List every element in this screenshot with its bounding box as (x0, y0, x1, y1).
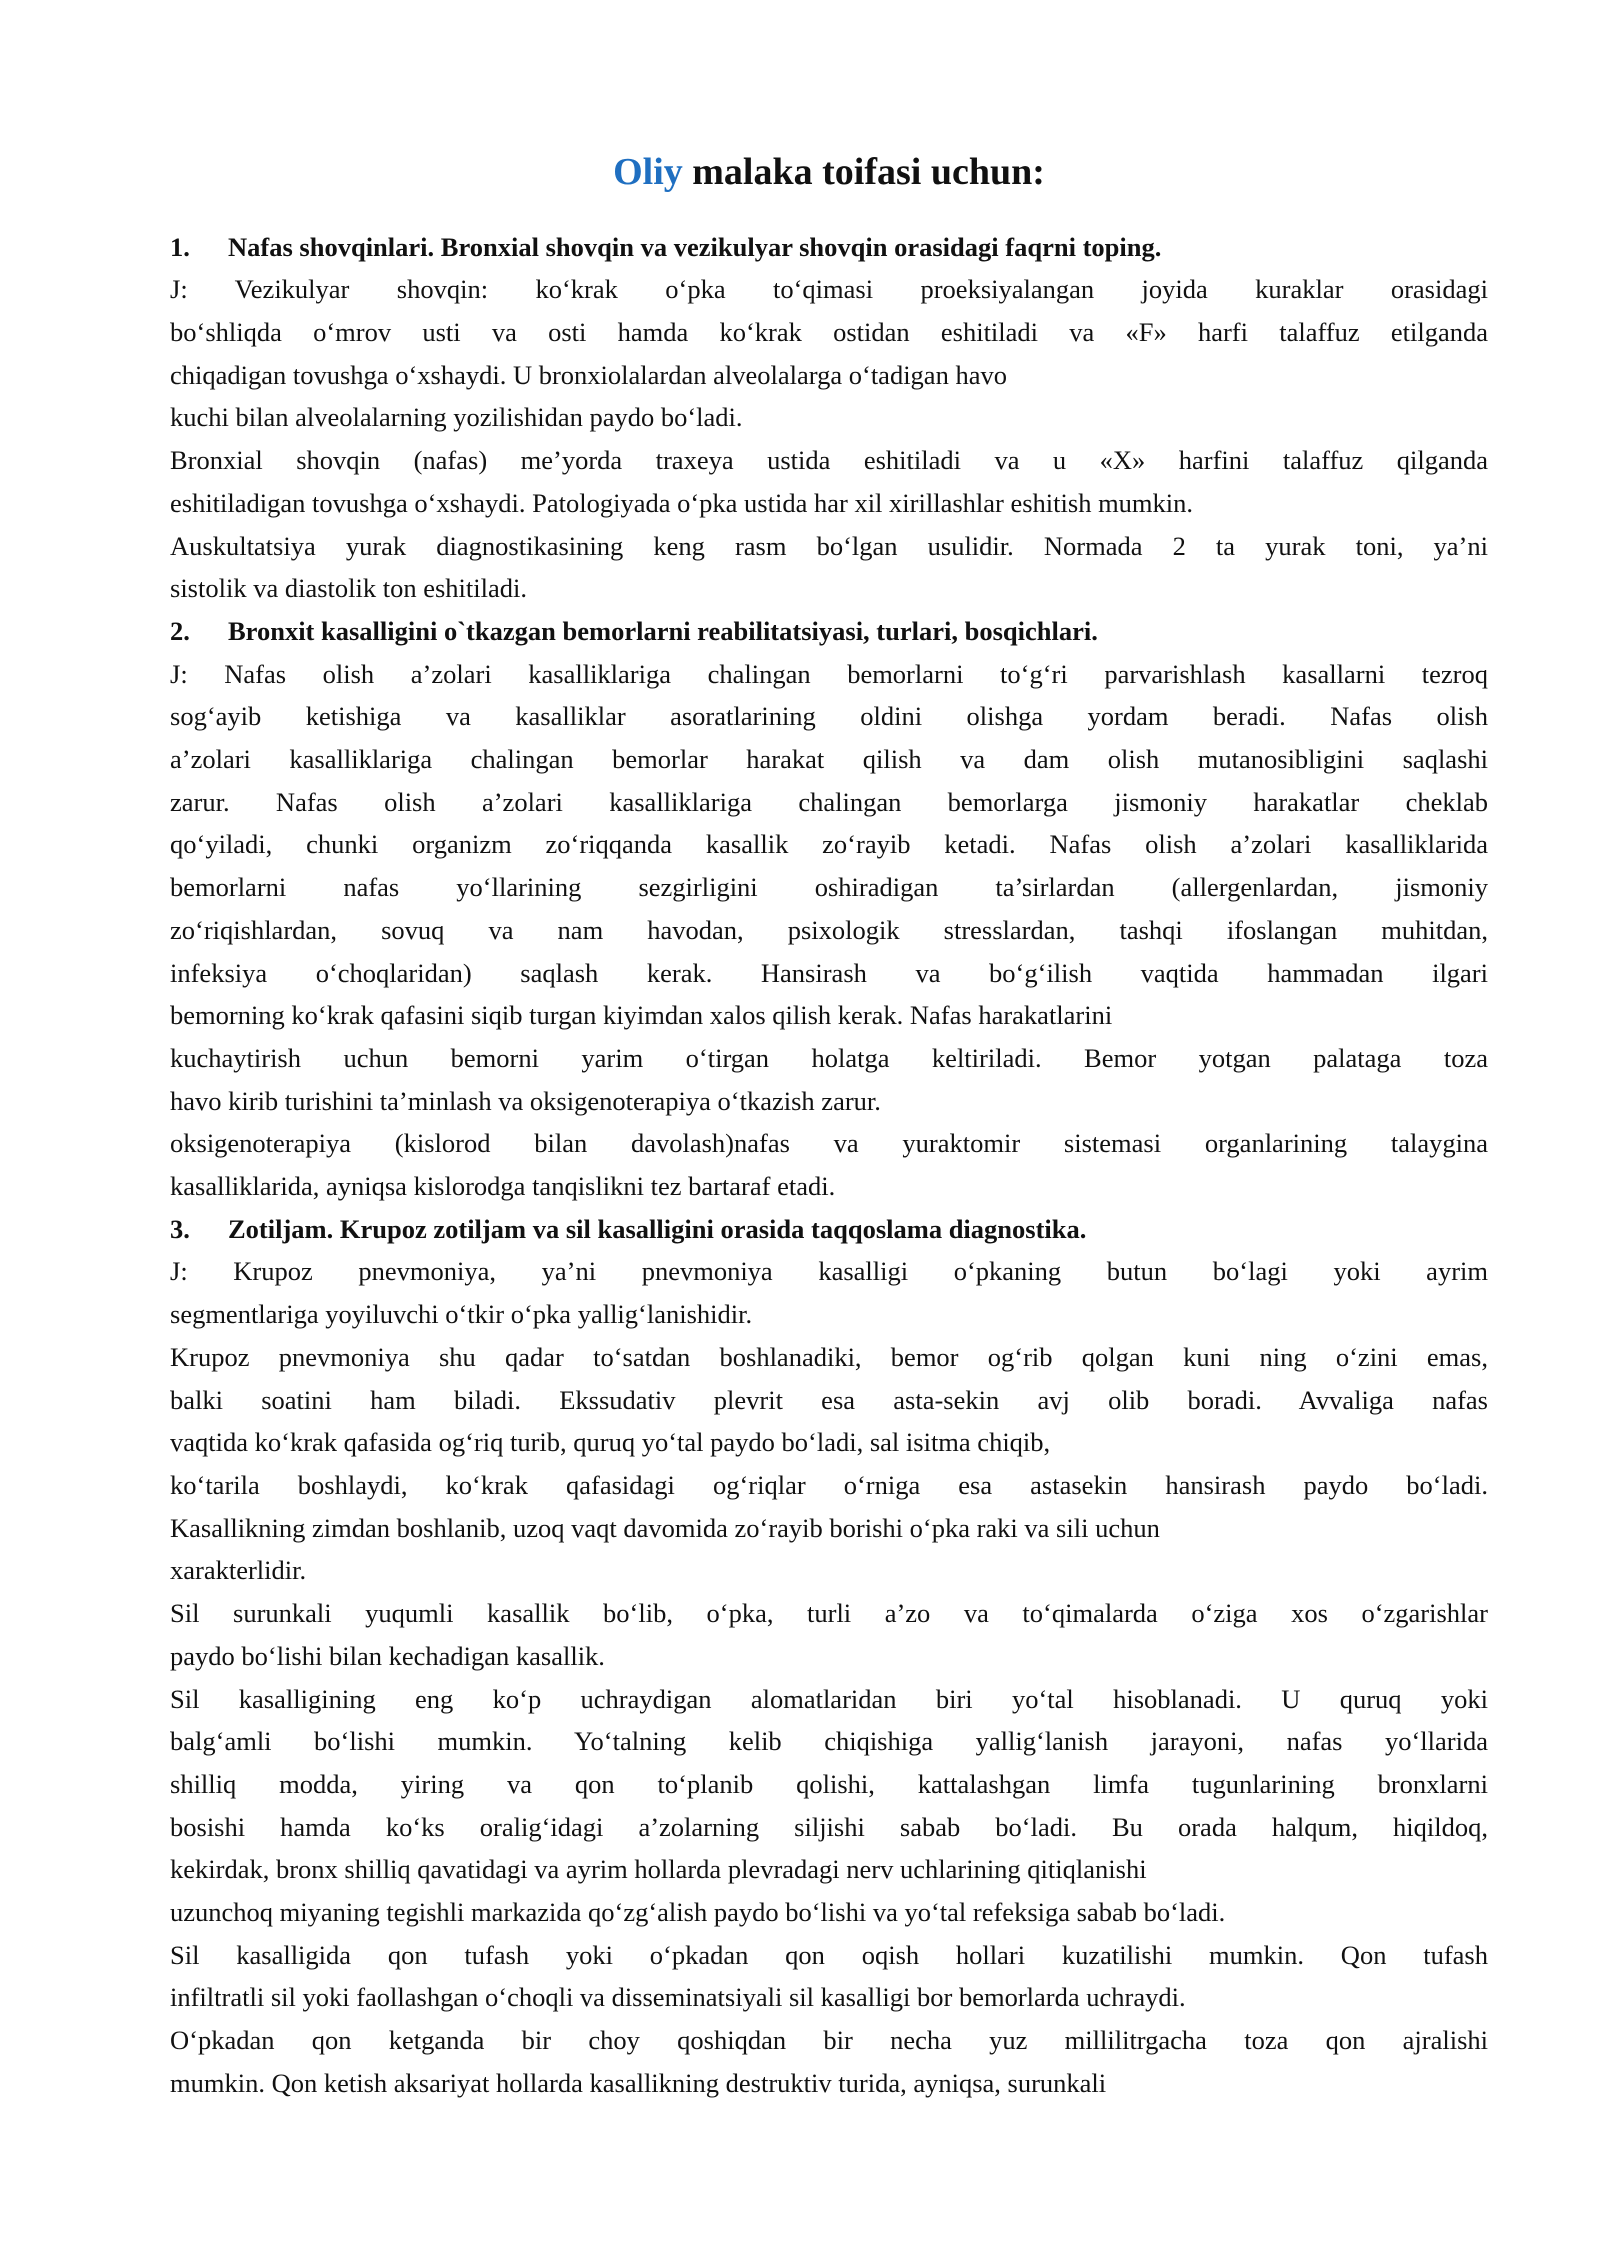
text-line: bemorning ko‘krak qafasini siqib turgan kiyimdan xalos qilish kerak. Nafas harakatlarini (170, 1000, 1113, 1031)
answer-paragraph (170, 1250, 1488, 1335)
text-line: mumkin. Qon ketish aksariyat hollarda kasallikning destruktiv turida, ayniqsa, surunkali (170, 2067, 1107, 2098)
text-line: J: Vezikulyar shovqin: ko‘krak o‘pka to‘qimasi proeksiyalangan joyida kuraklar orasidagi (170, 274, 1488, 305)
answer-paragraph (170, 1122, 1488, 1207)
text-line: bemorlarni nafas yo‘llarining sezgirligini oshiradigan ta’sirlardan (allergenlardan, jismoniy (170, 872, 1488, 903)
text-line: sog‘ayib ketishiga va kasalliklar asoratlarining oldini olishga yordam beradi. Nafas olish (170, 701, 1488, 732)
answer-paragraph (170, 268, 1488, 439)
question-heading (170, 1208, 1488, 1251)
document-body (170, 226, 1488, 2105)
text-line: J: Krupoz pnevmoniya, ya’ni pnevmoniya kasalligi o‘pkaning butun bo‘lagi yoki ayrim (170, 1256, 1488, 1287)
question-text: Nafas shovqinlari. Bronxial shovqin va vezikulyar shovqin orasidagi faqrni toping. (228, 231, 1162, 262)
question-heading (170, 610, 1488, 653)
text-line: infiltratli sil yoki faollashgan o‘choqli va disseminatsiyali sil kasalligi bor bemorlarda uchraydi. (170, 1982, 1186, 2013)
answer-paragraph (170, 653, 1488, 1123)
text-line: O‘pkadan qon ketganda bir choy qoshiqdan bir necha yuz millilitrgacha toza qon ajralishi (170, 2025, 1488, 2056)
text-line: Bronxial shovqin (nafas) me’yorda traxeya ustida eshitiladi va u «X» harfini talaffuz qilganda (170, 445, 1488, 476)
text-line: eshitiladigan tovushga o‘xshaydi. Patologiyada o‘pka ustida har xil xirillashlar eshitish mumkin. (170, 487, 1194, 518)
title-accent: Oliy (613, 151, 683, 193)
answer-paragraph (170, 1336, 1488, 1592)
text-line: zarur. Nafas olish a’zolari kasalliklariga chalingan bemorlarga jismoniy harakatlar cheklab (170, 786, 1488, 817)
text-line: Sil surunkali yuqumli kasallik bo‘lib, o‘pka, turli a’zo va to‘qimalarda o‘ziga xos o‘zgarishlar (170, 1598, 1488, 1629)
answer-paragraph (170, 1592, 1488, 1677)
question-text: Bronxit kasalligini o`tkazgan bemorlarni reabilitatsiyasi, turlari, bosqichlari. (228, 615, 1098, 646)
answer-paragraph (170, 2019, 1488, 2104)
text-line: chiqadigan tovushga o‘xshaydi. U bronxiolalardan alveolalarga o‘tadigan havo (170, 359, 1007, 390)
text-line: balki soatini ham biladi. Ekssudativ plevrit esa asta-sekin avj olib boradi. Avvaliga nafas (170, 1384, 1488, 1415)
question-text: Zotiljam. Krupoz zotiljam va sil kasalligini orasida taqqoslama diagnostika. (228, 1213, 1087, 1244)
text-line: J: Nafas olish a’zolari kasalliklariga chalingan bemorlarni to‘g‘ri parvarishlash kasallarni tezroq (170, 658, 1488, 689)
text-line: Sil kasalligining eng ko‘p uchraydigan alomatlaridan biri yo‘tal hisoblanadi. U quruq yoki (170, 1683, 1488, 1714)
text-line: segmentlariga yoyiluvchi o‘tkir o‘pka yallig‘lanishidir. (170, 1299, 753, 1330)
answer-paragraph (170, 439, 1488, 610)
text-line: infeksiya o‘choqlaridan) saqlash kerak. Hansirash va bo‘g‘ilish vaqtida hammadan ilgari (170, 957, 1488, 988)
text-line: Krupoz pnevmoniya shu qadar to‘satdan boshlanadiki, bemor og‘rib qolgan kuni ning o‘zini emas, (170, 1341, 1488, 1372)
question-number: 3. (170, 1213, 190, 1244)
question-number: 2. (170, 615, 190, 646)
text-line: ko‘tarila boshlaydi, ko‘krak qafasidagi og‘riqlar o‘rniga esa astasekin hansirash paydo bo‘ladi. (170, 1469, 1488, 1500)
answer-paragraph (170, 1934, 1488, 2019)
question-heading (170, 226, 1488, 269)
text-line: kekirdak, bronx shilliq qavatidagi va ayrim hollarda plevradagi nerv uchlarining qitiqlanishi (170, 1854, 1147, 1885)
text-line: shilliq modda, yiring va qon to‘planib qolishi, kattalashgan limfa tugunlarining bronxlarni (170, 1768, 1488, 1799)
text-line: zo‘riqishlardan, sovuq va nam havodan, psixologik stresslardan, tashqi ifoslangan muhitdan, (170, 914, 1488, 945)
text-line: a’zolari kasalliklariga chalingan bemorlar harakat qilish va dam olish mutanosibligini saqlashi (170, 744, 1488, 775)
text-line: balg‘amli bo‘lishi mumkin. Yo‘talning kelib chiqishiga yallig‘lanish jarayoni, nafas yo‘llarida (170, 1726, 1488, 1757)
answer-paragraph (170, 1678, 1488, 1934)
text-line: qo‘yiladi, chunki organizm zo‘riqqanda kasallik zo‘rayib ketadi. Nafas olish a’zolari kasalliklarida (170, 829, 1488, 860)
page-title (170, 150, 1488, 196)
text-line: havo kirib turishini ta’minlash va oksigenoterapiya o‘tkazish zarur. (170, 1085, 881, 1116)
text-line: oksigenoterapiya (kislorod bilan davolash)nafas va yuraktomir sistemasi organlarining talaygina (170, 1128, 1488, 1159)
text-line: bo‘shliqda o‘mrov usti va osti hamda ko‘krak ostidan eshitiladi va «F» harfi talaffuz etilganda (170, 317, 1488, 347)
text-line: xarakterlidir. (170, 1555, 307, 1586)
text-line: uzunchoq miyaning tegishli markazida qo‘zg‘alish paydo bo‘lishi va yo‘tal refeksiga sabab bo‘ladi. (170, 1897, 1226, 1928)
text-line: kasalliklarida, ayniqsa kislorodga tanqislikni tez bartaraf etadi. (170, 1171, 836, 1202)
text-line: Auskultatsiya yurak diagnostikasining keng rasm bo‘lgan usulidir. Normada 2 ta yurak toni, ya’ni (170, 530, 1488, 561)
text-line: vaqtida ko‘krak qafasida og‘riq turib, quruq yo‘tal paydo bo‘ladi, sal isitma chiqib, (170, 1427, 1051, 1458)
question-number: 1. (170, 231, 190, 262)
text-line: kuchaytirish uchun bemorni yarim o‘tirgan holatga keltiriladi. Bemor yotgan palataga toza (170, 1042, 1488, 1073)
text-line: bosishi hamda ko‘ks oralig‘idagi a’zolarning siljishi sabab bo‘ladi. Bu orada halqum, hiqildoq, (170, 1811, 1488, 1842)
text-line: Kasallikning zimdan boshlanib, uzoq vaqt davomida zo‘rayib borishi o‘pka raki va sili uchun (170, 1512, 1160, 1543)
text-line: Sil kasalligida qon tufash yoki o‘pkadan qon oqish hollari kuzatilishi mumkin. Qon tufash (170, 1939, 1488, 1970)
text-line: kuchi bilan alveolalarning yozilishidan paydo bo‘ladi. (170, 402, 743, 433)
title-rest: malaka toifasi uchun: (682, 151, 1045, 193)
text-line: paydo bo‘lishi bilan kechadigan kasallik. (170, 1640, 605, 1671)
text-line: sistolik va diastolik ton eshitiladi. (170, 573, 527, 604)
